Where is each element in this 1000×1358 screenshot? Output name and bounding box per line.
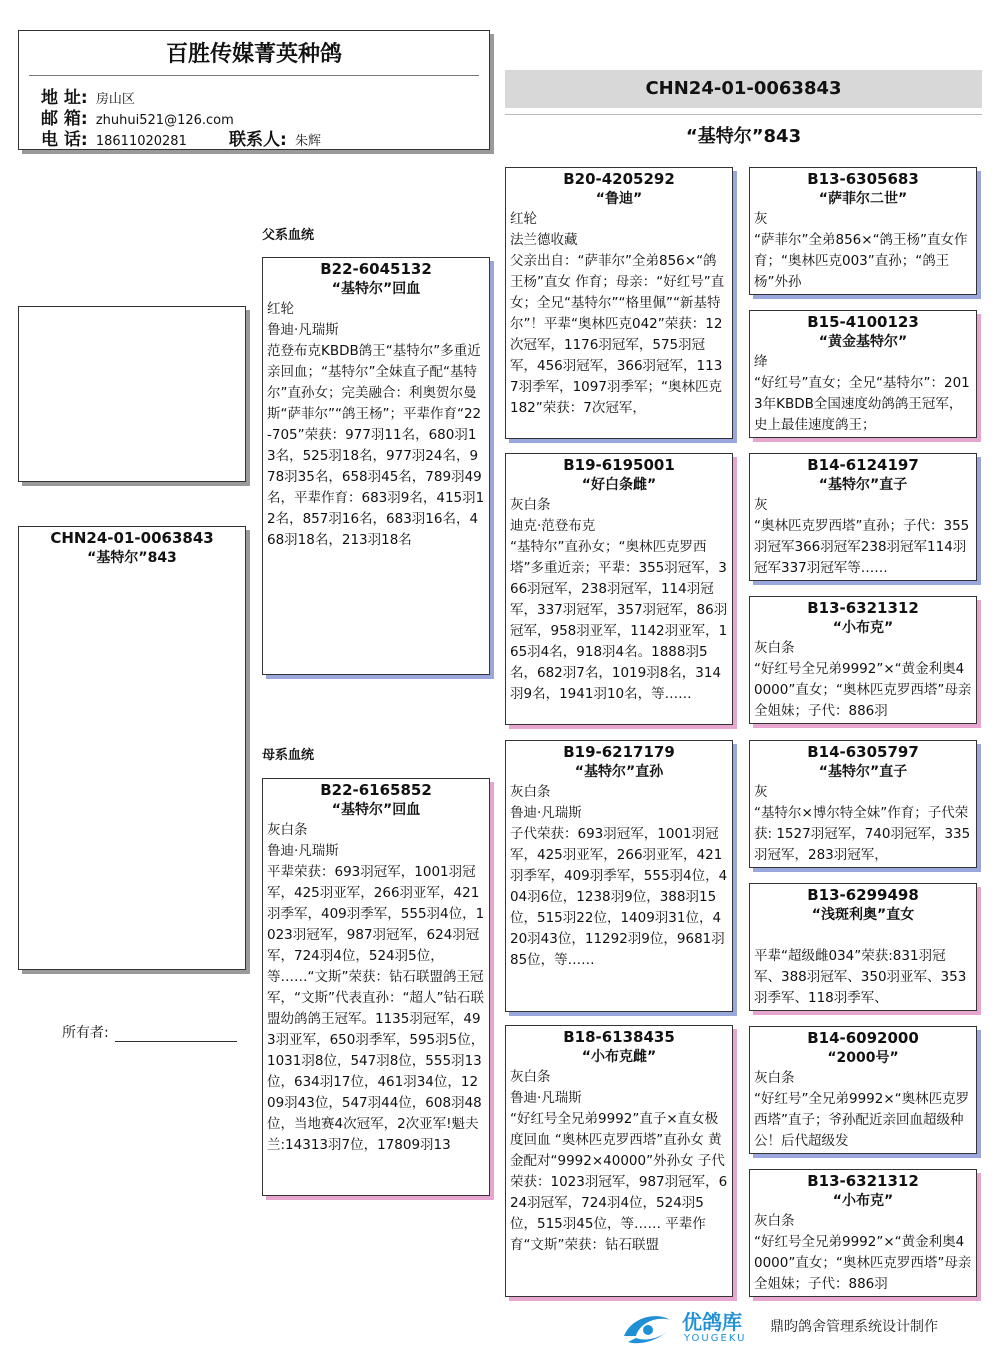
dam-dam-strain: 鲁迪·凡瑞斯 bbox=[510, 1090, 582, 1106]
sss-description: “萨菲尔”全弟856×“鸽王杨”直女作育；“奥林匹克003”直孙；“鸽王杨”外孙 bbox=[754, 232, 968, 290]
dam-dam-ring: B18-6138435 bbox=[563, 1028, 675, 1046]
dsd-ring: B13-6299498 bbox=[807, 886, 919, 904]
ddd-color: 灰白条 bbox=[754, 1213, 795, 1229]
ddd-name: “小布克” bbox=[832, 1193, 894, 1209]
header-divider bbox=[29, 75, 479, 76]
sss-name: “萨菲尔二世” bbox=[818, 191, 908, 207]
dam-sire-ring: B19-6217179 bbox=[563, 743, 675, 761]
phone-row bbox=[41, 125, 187, 150]
sire-dam-name: “好白条雌” bbox=[581, 477, 657, 493]
dam-ring: B22-6165852 bbox=[320, 781, 432, 799]
sire-dam-strain: 迪克·范登布克 bbox=[510, 518, 596, 534]
sire-dam-color: 灰白条 bbox=[510, 497, 551, 513]
bird-photo-placeholder bbox=[18, 306, 246, 482]
sss-card bbox=[749, 167, 977, 295]
dam-color: 灰白条 bbox=[267, 822, 308, 838]
dam-card bbox=[262, 778, 490, 1196]
dss-description: “基特尔×博尔特全妹”作育；子代荣获: 1527羽冠军，740羽冠军，335羽冠军，283羽冠军， bbox=[754, 805, 971, 863]
sire-dam-card bbox=[505, 453, 733, 725]
sire-sire-name: “鲁迪” bbox=[595, 191, 643, 207]
phone-value: 18611020281 bbox=[95, 134, 187, 149]
dds-name: “2000号” bbox=[827, 1050, 899, 1066]
contact-row bbox=[229, 125, 321, 150]
subject-bird-box bbox=[18, 526, 246, 970]
sdd-name: “小布克” bbox=[832, 620, 894, 636]
email-label: 邮 箱: bbox=[41, 109, 88, 129]
logo-cn-text: 优鸽库 bbox=[682, 1310, 742, 1334]
dam-sire-color: 灰白条 bbox=[510, 784, 551, 800]
ssd-color: 绛 bbox=[754, 354, 768, 370]
subject-ring: CHN24-01-0063843 bbox=[50, 529, 214, 547]
kennel-title: 百胜传媒菁英种鸽 bbox=[165, 42, 342, 67]
dds-description: “好红号”全兄弟9992×“奥林匹克罗西塔”直子；爷孙配近亲回血超级种公！后代超级发 bbox=[754, 1091, 970, 1149]
sss-color: 灰 bbox=[754, 211, 768, 227]
dam-name: “基特尔”回血 bbox=[331, 802, 421, 818]
contact-value: 朱辉 bbox=[294, 134, 321, 149]
ssd-description: “好红号”直女；全兄“基特尔”：2013年KBDB全国速度幼鸽鸽王冠军，史上最佳速度鸽王； bbox=[754, 375, 970, 433]
sire-dam-description: “基特尔”直孙女；“奥林匹克罗西塔”多重近亲；平辈：355羽冠军，366羽冠军，238羽冠军，114羽冠军，337羽冠军，357羽冠军，86羽冠军，958羽亚军，1142羽亚军，165羽4名，918羽4名。1888羽5名，682羽7名，1019羽8名，314羽9名，1941羽10名，等…… bbox=[510, 539, 728, 702]
yougeku-logo bbox=[618, 1306, 747, 1352]
ssd-name: “黄金基特尔” bbox=[818, 334, 908, 350]
address-value: 房山区 bbox=[95, 92, 135, 107]
logo-en-text: YOUGEKU bbox=[684, 1333, 747, 1344]
dsd-description: 平辈“超级雌034”荣获:831羽冠军、388羽冠军、350羽亚军、353羽季军、118羽季军、 bbox=[754, 948, 967, 1006]
dss-name: “基特尔”直子 bbox=[818, 764, 908, 780]
swirl-logo-icon bbox=[618, 1306, 676, 1348]
sire-sire-color: 红轮 bbox=[510, 211, 537, 227]
dam-description: 平辈荣获：693羽冠军，1001羽冠军，425羽亚军，266羽亚军，421羽季军，409羽季军，555羽4位，1023羽冠军，987羽冠军，624羽冠军，724羽4位，524羽5位，等……“文斯”荣获：钻石联盟鸽王冠军，“文斯”代表直孙：“超人”钻石联盟幼鸽鸽王冠军。1135羽冠军，493羽亚军，650羽季军，595羽5位，1031羽8位，547羽8位，555羽13位，634羽17位，461羽34位，1209羽43位，547羽44位，608羽48位，当地赛4次冠军，2次亚军!魁夫兰:14313羽7位，17809羽13 bbox=[267, 864, 485, 1153]
ddd-ring: B13-6321312 bbox=[807, 1172, 919, 1190]
sds-color: 灰 bbox=[754, 497, 768, 513]
sire-sire-card bbox=[505, 167, 733, 439]
ddd-card bbox=[749, 1169, 977, 1297]
contact-label: 联系人: bbox=[229, 130, 287, 150]
sire-sire-description: 父亲出自：“萨菲尔”全弟856×“鸽王杨”直女 作育；母亲：“好红号”直女；全兄“基特尔”“格里佩”“新基特尔”！平辈“奥林匹克042”荣获：12次冠军，1176羽冠军，575羽冠军，456羽冠军，366羽冠军，1137羽季军，1097羽季军；“奥林匹克182”荣获：7次冠军， bbox=[510, 253, 725, 416]
dam-sire-description: 子代荣获：693羽冠军，1001羽冠军，425羽亚军，266羽亚军，421羽季军，409羽季军，555羽4位，404羽6位，1238羽9位，388羽15位，515羽22位，1409羽31位，420羽43位，11292羽9位，9681羽85位，等…… bbox=[510, 826, 728, 968]
email-value: zhuhui521@126.com bbox=[95, 113, 234, 128]
dam-sire-card bbox=[505, 740, 733, 1012]
system-credit: 鼎昀鸽舍管理系统设计制作 bbox=[770, 1319, 938, 1335]
owner-label: 所有者: bbox=[62, 1025, 109, 1041]
sire-dam-ring: B19-6195001 bbox=[563, 456, 675, 474]
sire-sire-strain: 法兰德收藏 bbox=[510, 232, 578, 248]
dsd-card bbox=[749, 883, 977, 1011]
dam-dam-card bbox=[505, 1025, 733, 1297]
sds-description: “奥林匹克罗西塔”直孙；子代：355羽冠军366羽冠军238羽冠军114羽冠军337羽冠军等…… bbox=[754, 518, 970, 576]
sdd-card bbox=[749, 596, 977, 724]
kennel-header bbox=[18, 30, 490, 150]
main-bird-name: “基特尔”843 bbox=[685, 126, 802, 147]
dam-dam-description: “好红号全兄弟9992”直子×直女极度回血 “奥林匹克罗西塔”直孙女 黄金配对“9992×40000”外孙女 子代荣获：1023羽冠军，987羽冠军，624羽冠军，724羽4位，524羽5位，515羽45位，等…… 平辈作育“文斯”荣获：钻石联盟 bbox=[510, 1111, 728, 1253]
ssd-card bbox=[749, 310, 977, 438]
dss-card bbox=[749, 740, 977, 868]
owner-field bbox=[62, 1022, 237, 1042]
sdd-ring: B13-6321312 bbox=[807, 599, 919, 617]
dam-dam-color: 灰白条 bbox=[510, 1069, 551, 1085]
dam-dam-name: “小布克雌” bbox=[581, 1049, 657, 1065]
dam-side-label: 母系血统 bbox=[262, 748, 315, 763]
dam-sire-strain: 鲁迪·凡瑞斯 bbox=[510, 805, 582, 821]
dds-color: 灰白条 bbox=[754, 1070, 795, 1086]
sire-side-label: 父系血统 bbox=[262, 228, 315, 243]
sds-card bbox=[749, 453, 977, 581]
sss-ring: B13-6305683 bbox=[807, 170, 919, 188]
sire-card bbox=[262, 257, 490, 675]
ddd-description: “好红号全兄弟9992”×“黄金利奥40000”直女；“奥林匹克罗西塔”母亲全姐妹；子代：886羽 bbox=[754, 1234, 972, 1292]
dss-color: 灰 bbox=[754, 784, 768, 800]
address-label: 地 址: bbox=[41, 88, 88, 108]
dsd-name: “浅斑利奥”直女 bbox=[811, 907, 915, 923]
main-ring-number: CHN24-01-0063843 bbox=[505, 70, 982, 108]
sire-color: 红轮 bbox=[267, 301, 294, 317]
dds-ring: B14-6092000 bbox=[807, 1029, 919, 1047]
dam-sire-name: “基特尔”直孙 bbox=[574, 764, 664, 780]
phone-label: 电 话: bbox=[41, 130, 88, 150]
dds-card bbox=[749, 1026, 977, 1154]
subject-name: “基特尔”843 bbox=[87, 550, 177, 566]
main-ring-divider bbox=[505, 114, 982, 115]
sds-name: “基特尔”直子 bbox=[818, 477, 908, 493]
dss-ring: B14-6305797 bbox=[807, 743, 919, 761]
sire-ring: B22-6045132 bbox=[320, 260, 432, 278]
dam-strain: 鲁迪·凡瑞斯 bbox=[267, 843, 339, 859]
owner-blank-line bbox=[115, 1025, 237, 1042]
sire-sire-ring: B20-4205292 bbox=[563, 170, 675, 188]
sdd-color: 灰白条 bbox=[754, 640, 795, 656]
sire-name: “基特尔”回血 bbox=[331, 281, 421, 297]
ssd-ring: B15-4100123 bbox=[807, 313, 919, 331]
sire-strain: 鲁迪·凡瑞斯 bbox=[267, 322, 339, 338]
dsd-color bbox=[750, 925, 976, 946]
sire-description: 范登布克KBDB鸽王“基特尔”多重近亲回血；“基特尔”全妹直子配“基特尔”直孙女；完美融合：利奥贺尔曼斯“萨菲尔”“鸽王杨”；平辈作育“22-705”荣获：977羽11名，680羽13名，525羽18名，977羽24名，978羽35名，658羽45名，789羽49名，平辈作育：683羽9名，415羽12名，857羽16名，683羽16名，468羽18名，213羽18名 bbox=[267, 343, 485, 548]
sdd-description: “好红号全兄弟9992”×“黄金利奥40000”直女；“奥林匹克罗西塔”母亲全姐妹；子代：886羽 bbox=[754, 661, 972, 719]
sds-ring: B14-6124197 bbox=[807, 456, 919, 474]
